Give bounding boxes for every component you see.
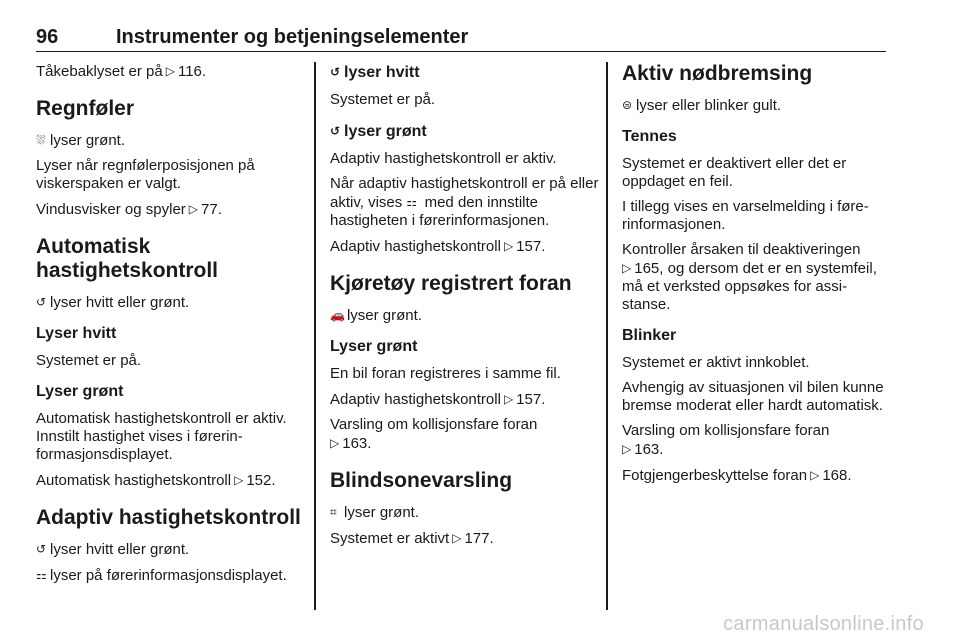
- vehicle-ahead-icon: 🚗: [330, 308, 345, 322]
- adaptive-cruise-icon: ⚏: [406, 195, 418, 209]
- page-ref[interactable]: 157.: [516, 238, 546, 255]
- page-ref[interactable]: 163.: [634, 441, 664, 458]
- page-ref[interactable]: 177.: [464, 530, 494, 547]
- page-ref[interactable]: 77.: [201, 201, 222, 218]
- page-number: 96: [36, 26, 59, 48]
- blind-spot-icon: ⌗: [330, 505, 337, 519]
- page-ref[interactable]: 157.: [516, 391, 546, 408]
- heading-adaptive-cruise: Adaptiv hastighetskontroll: [36, 506, 301, 529]
- column-divider: [314, 62, 316, 610]
- page-ref-arrow-icon: ▷: [622, 442, 632, 456]
- cruise-control-icon: ↺: [330, 124, 341, 138]
- page-title: Instrumenter og betjeningselementer: [116, 26, 469, 48]
- heading-rain-sensor: Regnføler: [36, 97, 135, 120]
- emergency-brake-icon: ⊜: [622, 98, 633, 112]
- page-ref-arrow-icon: ▷: [452, 531, 462, 545]
- column-right: Aktiv nødbremsing ⊜ lyser eller blinker gult. Tennes Systemet er deaktivert eller det er oppdaget en feil. I tillegg vises en varselmelding i førerinformasjonen. Kontroller årsaken til deaktiveringen ▷ 165, og dersom det er en systemfeil, må et verksted oppsøkes for assistanse. Blinker Systemet er aktivt innkoblet. Avhengig av situasjonen vil bilen kunne bremse moderat eller hardt automatisk. Varsling om kollisjonsfare foran ▷ 163. Fotgjengerbeskyttelse foran ▷ 168.: [622, 62, 888, 492]
- column-middle: ↺ lyser hvitt Systemet er på. ↺ lyser grønt Adaptiv hastighetskontroll er aktiv. Når adaptiv hastighetskontroll er på eller aktiv, vises ⚏ med den innstilte hastigheten i førerinformasjonen. Adaptiv hastighetskontroll ▷ 157. Kjøretøy registrert foran 🚗 lyser grønt. Lyser grønt En bil foran registreres i samme fil. Adaptiv hastighetskontroll ▷ 157. Varsling om kollisjonsfare foran ▷ 163. Blindsonevarsling ⌗ lyser grønt. Systemet er aktivt ▷ 177.: [330, 62, 605, 555]
- column-divider: [606, 62, 608, 610]
- page-ref-arrow-icon: ▷: [165, 64, 175, 78]
- watermark[interactable]: carmanualsonline.info: [723, 613, 924, 635]
- page-ref[interactable]: 163.: [342, 435, 372, 452]
- subheading-green: Lyser grønt: [36, 383, 124, 400]
- column-left: Tåkebaklyset er på ▷ 116. Regnføler ⛆ lyser grønt. Lyser når regnfølerposisjonen på viskerspaken er valgt. Vindusvisker og spyler ▷ 77. Automatisk hastighetskontroll ↺ lyser hvitt eller grønt. Lyser hvitt Systemet er på. Lyser grønt Automatisk hastighetskontroll er aktiv. Innstilt hastighet vises i førerinformasjonsdisplayet. Automatisk hastighetskontroll ▷ 152. Adaptiv hastighetskontroll ↺ lyser hvitt eller grønt. ⚏ lyser på førerinformasjonsdisplayet.: [36, 62, 311, 592]
- heading-cruise-control: Automatisk hastighetskontroll: [36, 235, 219, 282]
- page-ref[interactable]: 116.: [177, 63, 207, 80]
- subheading-white: Lyser hvitt: [36, 325, 117, 342]
- page-ref-arrow-icon: ▷: [330, 436, 340, 450]
- rain-description: Lyser når regnfølerposisjonen på viskerspaken er valgt.: [36, 157, 255, 192]
- cruise-control-icon: ↺: [36, 295, 47, 309]
- page-ref[interactable]: 152.: [246, 472, 276, 489]
- page-ref[interactable]: 165, og dersom det er en systemfeil, må et verksted oppsøkes for assistanse.: [622, 260, 877, 313]
- adaptive-cruise-icon: ⚏: [36, 568, 47, 582]
- heading-blind-spot: Blindsonevarsling: [330, 469, 513, 492]
- page-ref-arrow-icon: ▷: [503, 392, 514, 406]
- fog-light-paragraph: Tåkebaklyset er på ▷ 116.: [36, 63, 207, 80]
- cruise-control-icon: ↺: [330, 65, 341, 79]
- cruise-control-icon: ↺: [36, 542, 47, 556]
- heading-emergency-braking: Aktiv nødbremsing: [622, 62, 813, 85]
- page-header: [36, 24, 886, 52]
- heading-vehicle-ahead: Kjøretøy registrert foran: [330, 272, 572, 295]
- page-ref-arrow-icon: ▷: [622, 261, 632, 275]
- page-ref-arrow-icon: ▷: [810, 468, 820, 482]
- rain-sensor-icon: ⛆: [36, 133, 46, 147]
- page-ref-arrow-icon: ▷: [503, 239, 514, 253]
- page-ref-arrow-icon: ▷: [188, 202, 199, 216]
- page-ref[interactable]: 168.: [822, 467, 852, 484]
- page-ref-arrow-icon: ▷: [234, 473, 244, 487]
